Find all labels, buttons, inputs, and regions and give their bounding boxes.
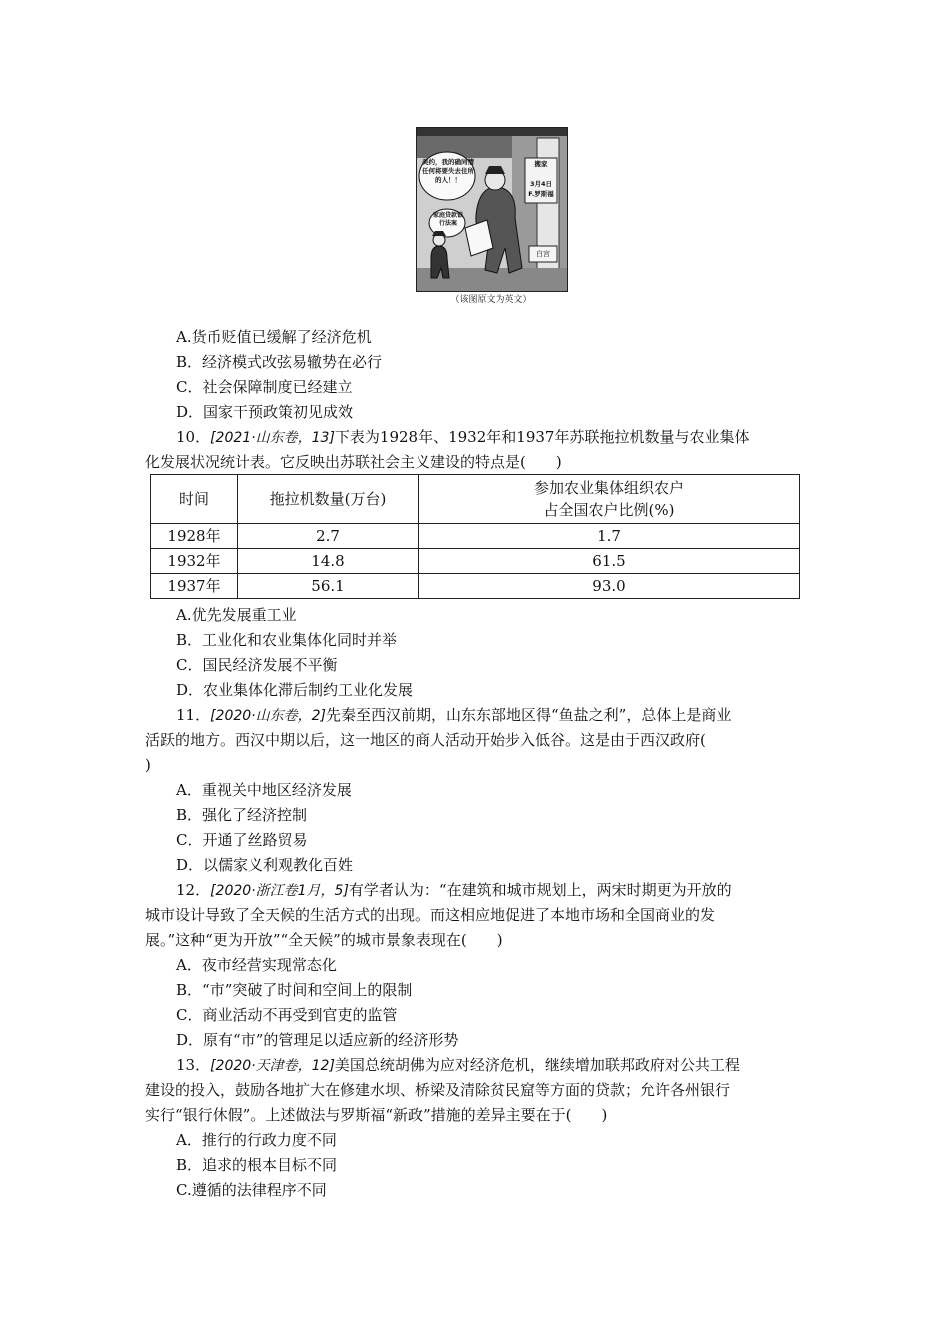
table-row — [151, 549, 800, 574]
q11-source: [2020·山东卷，2] — [210, 708, 327, 724]
table-cell-tractors: 2.7 — [238, 524, 419, 549]
political-cartoon — [416, 127, 568, 292]
q10-stem-line-2: 化发展状况统计表。它反映出苏联社会主义建设的特点是( ) — [145, 453, 562, 471]
q11-stem-line-3: ) — [145, 756, 151, 774]
q10-option-a: A.优先发展重工业 — [176, 606, 297, 624]
cartoon-sign-name: F.罗斯福 — [528, 190, 554, 198]
q13-option-b: B．追求的根本目标不同 — [176, 1156, 338, 1174]
table-header-row — [151, 475, 800, 524]
q12-option-c: C．商业活动不再受到官吏的监管 — [176, 1006, 398, 1024]
q11-stem-line-2: 活跃的地方。西汉中期以后，这一地区的商人活动开始步入低谷。这是由于西汉政府( — [145, 731, 706, 749]
q11-number: 11． — [176, 706, 211, 724]
q12-number: 12． — [176, 881, 211, 899]
table-row — [151, 574, 800, 599]
table-header-collective-line-1: 参加农业集体组织农户 — [533, 479, 684, 497]
cartoon-caption: （该图原文为英文） — [450, 295, 532, 305]
q12-option-d: D．原有“市”的管理足以适应新的经济形势 — [176, 1031, 459, 1049]
cartoon-sign-top: 搬家 — [534, 160, 548, 168]
q10-stem-line-1 — [176, 425, 805, 451]
q10-stem-text-1: 下表为1928年、1932年和1937年苏联拖拉机数量与农业集体 — [334, 428, 750, 446]
q12-stem-line-3: 展。”这种“更为开放”“全天候”的城市景象表现在( ) — [145, 931, 503, 949]
q11-option-a: A．重视关中地区经济发展 — [176, 781, 352, 799]
q13-source: [2020·天津卷，12] — [210, 1058, 335, 1074]
q10-source: [2021·山东卷，13] — [210, 430, 335, 446]
q10-option-c: C．国民经济发展不平衡 — [176, 656, 338, 674]
q9-option-c: C．社会保障制度已经建立 — [176, 378, 353, 396]
cartoon-white-house-label: 白宫 — [536, 250, 550, 258]
table-cell-year: 1937年 — [151, 574, 238, 599]
q9-option-b: B．经济模式改弦易辙势在必行 — [176, 353, 383, 371]
q12-source: [2020·浙江卷1月，5] — [210, 883, 349, 899]
q9-option-d: D．国家干预政策初见成效 — [176, 403, 354, 421]
table-header-time: 时间 — [151, 475, 238, 524]
q13-option-a: A．推行的行政力度不同 — [176, 1131, 337, 1149]
q13-stem-text-1: 美国总统胡佛为应对经济危机，继续增加联邦政府对公共工程 — [334, 1056, 740, 1074]
table-header-collective — [419, 475, 800, 524]
q11-option-d: D．以儒家义利观教化百姓 — [176, 856, 354, 874]
q13-number: 13． — [176, 1056, 211, 1074]
table-cell-tractors: 14.8 — [238, 549, 419, 574]
table-header-collective-line-2: 占全国农户比例(%) — [543, 501, 675, 519]
q11-option-c: C．开通了丝路贸易 — [176, 831, 308, 849]
table-cell-tractors: 56.1 — [238, 574, 419, 599]
q12-stem-line-2: 城市设计导致了全天候的生活方式的出现。而这相应地促进了本地市场和全国商业的发 — [145, 906, 716, 924]
q13-stem-line-2: 建设的投入，鼓励各地扩大在修建水坝、桥梁及清除贫民窟等方面的贷款；允许各州银行 — [145, 1081, 731, 1099]
q10-option-b: B．工业化和农业集体化同时并举 — [176, 631, 398, 649]
q10-option-d: D．农业集体化滞后制约工业化发展 — [176, 681, 414, 699]
q12-stem-text-1: 有学者认为：“在建筑和城市规划上，两宋时期更为开放的 — [348, 881, 732, 899]
table-cell-year: 1928年 — [151, 524, 238, 549]
q13-stem-line-1 — [176, 1053, 805, 1079]
table-cell-year: 1932年 — [151, 549, 238, 574]
q11-stem-text-1: 先秦至西汉前期，山东东部地区得“鱼盐之利”，总体上是商业 — [326, 706, 732, 724]
table-cell-collective: 1.7 — [419, 524, 800, 549]
cartoon-sign-date: 3月4日 — [529, 180, 553, 188]
q9-option-a: A.货币贬值已缓解了经济危机 — [176, 328, 372, 346]
q12-option-b: B．“市”突破了时间和空间上的限制 — [176, 981, 413, 999]
q12-stem-line-1 — [176, 878, 805, 904]
q10-stats-table — [150, 474, 800, 599]
table-header-tractors: 拖拉机数量(万台) — [238, 475, 419, 524]
table-cell-collective: 61.5 — [419, 549, 800, 574]
cartoon-bubble-bottom: 家庭贷款银行法案 — [432, 212, 463, 227]
q11-stem-line-1 — [176, 703, 805, 729]
q13-option-c: C.遵循的法律程序不同 — [176, 1181, 327, 1199]
table-row — [151, 524, 800, 549]
q12-option-a: A．夜市经营实现常态化 — [176, 956, 337, 974]
table-cell-collective: 93.0 — [419, 574, 800, 599]
cartoon-bubble-top: 美约，我的确同情任何将要失去住所的人！！ — [422, 158, 474, 184]
q10-number: 10． — [176, 428, 211, 446]
q13-stem-line-3: 实行“银行休假”。上述做法与罗斯福“新政”措施的差异主要在于( ) — [145, 1106, 608, 1124]
q11-option-b: B．强化了经济控制 — [176, 806, 308, 824]
